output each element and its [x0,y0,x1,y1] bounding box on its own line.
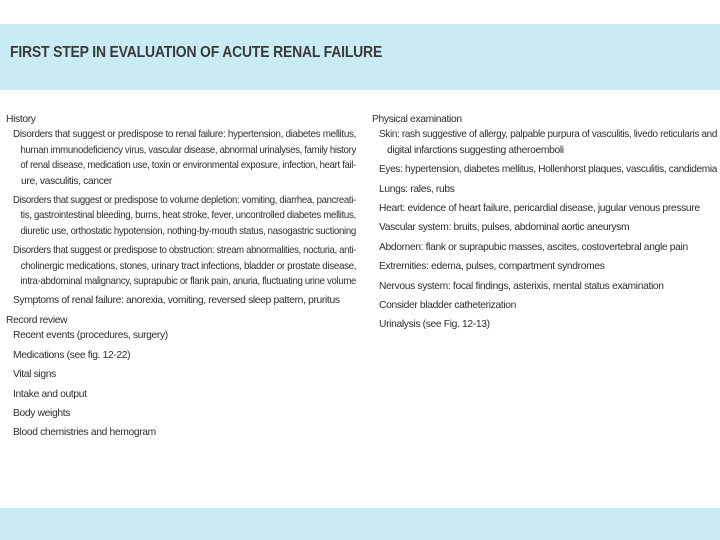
text-line: diuretic use, orthostatic hypotension, nothing-by-mouth status, nasogastric suctioning [20,225,356,237]
record-review-heading: Record review [6,314,68,326]
right-column [372,112,717,333]
text-line: digital infarctions suggesting atheroemboli [387,144,564,156]
text-line: human immunodeficiency virus, vascular disease, abnormal urinalyses, family history [20,144,356,156]
text-line: Skin: rash suggestive of allergy, palpable purpura of vasculitis, livedo reticularis and [379,129,718,141]
text-line: intra-abdominal malignancy, suprapubic or flank pain, anuria, fluctuating urine volume [20,276,357,288]
exam-item [372,259,717,274]
text-line: Intake and output [13,388,87,400]
top-bar [0,0,720,24]
exam-item [372,201,717,216]
exam-item [372,162,717,177]
history-heading: History [6,114,36,125]
record-item [6,425,356,440]
record-item [6,367,356,382]
text-line: Heart: evidence of heart failure, pericardial disease, jugular venous pressure [379,203,700,215]
text-line: Consider bladder catheterization [379,300,517,312]
exam-item [372,298,717,313]
text-line: Extremities: edema, pulses, compartment syndromes [379,261,605,273]
text-line: cholinergic medications, stones, urinary tract infections, bladder or prostate disease, [20,260,357,272]
text-line: Body weights [13,407,71,419]
history-item [6,243,356,289]
text-line: Medications (see fig. 12-22) [13,349,131,361]
text-line: Urinalysis (see Fig. 12-13) [379,319,490,331]
record-item [6,406,356,421]
record-item [6,328,356,343]
record-item [6,348,356,363]
text-line: Recent events (procedures, surgery) [13,330,168,342]
text-line: tis, gastrointestinal bleeding, burns, heat stroke, fever, uncontrolled diabetes mellitus, [20,210,356,222]
exam-item [372,182,717,197]
history-item [6,127,356,189]
exam-item [372,127,717,158]
history-item [6,293,356,308]
text-line: Vascular system: bruits, pulses, abdominal aortic aneurysm [379,222,630,234]
page-title: FIRST STEP IN EVALUATION OF ACUTE RENAL FAILURE [10,44,383,61]
history-item [6,193,356,239]
text-line: Blood chemistries and hemogram [13,427,156,439]
text-line: Disorders that suggest or predispose to renal failure: hypertension, diabetes mellitus, [13,129,357,141]
text-line: Disorders that suggest or predispose to obstruction: stream abnormalities, nocturia, anti- [13,245,357,257]
text-line: Vital signs [13,369,56,381]
exam-item [372,240,717,255]
text-line: Nervous system: focal findings, asterixis, mental status examination [379,280,664,292]
exam-item [372,317,717,332]
text-line: ure, vasculitis, cancer [21,175,112,187]
text-line: Symptoms of renal failure: anorexia, vomiting, reversed sleep pattern, pruritus [13,295,340,307]
left-column [6,112,356,441]
bottom-band [0,508,720,540]
text-line: Eyes: hypertension, diabetes mellitus, Hollenhorst plaques, vasculitis, candidemia [379,164,718,176]
exam-item [372,220,717,235]
exam-item [372,279,717,294]
text-line: of renal disease, medication use, toxin or environmental exposure, infection, heart fail- [20,160,356,172]
text-line: Disorders that suggest or predispose to volume depletion: vomiting, diarrhea, pancreati- [13,195,356,207]
physical-exam-heading: Physical examination [372,114,462,125]
record-item [6,387,356,402]
text-line: Lungs: rales, rubs [379,183,455,195]
text-line: Abdomen: flank or suprapubic masses, ascites, costovertebral angle pain [379,241,688,253]
